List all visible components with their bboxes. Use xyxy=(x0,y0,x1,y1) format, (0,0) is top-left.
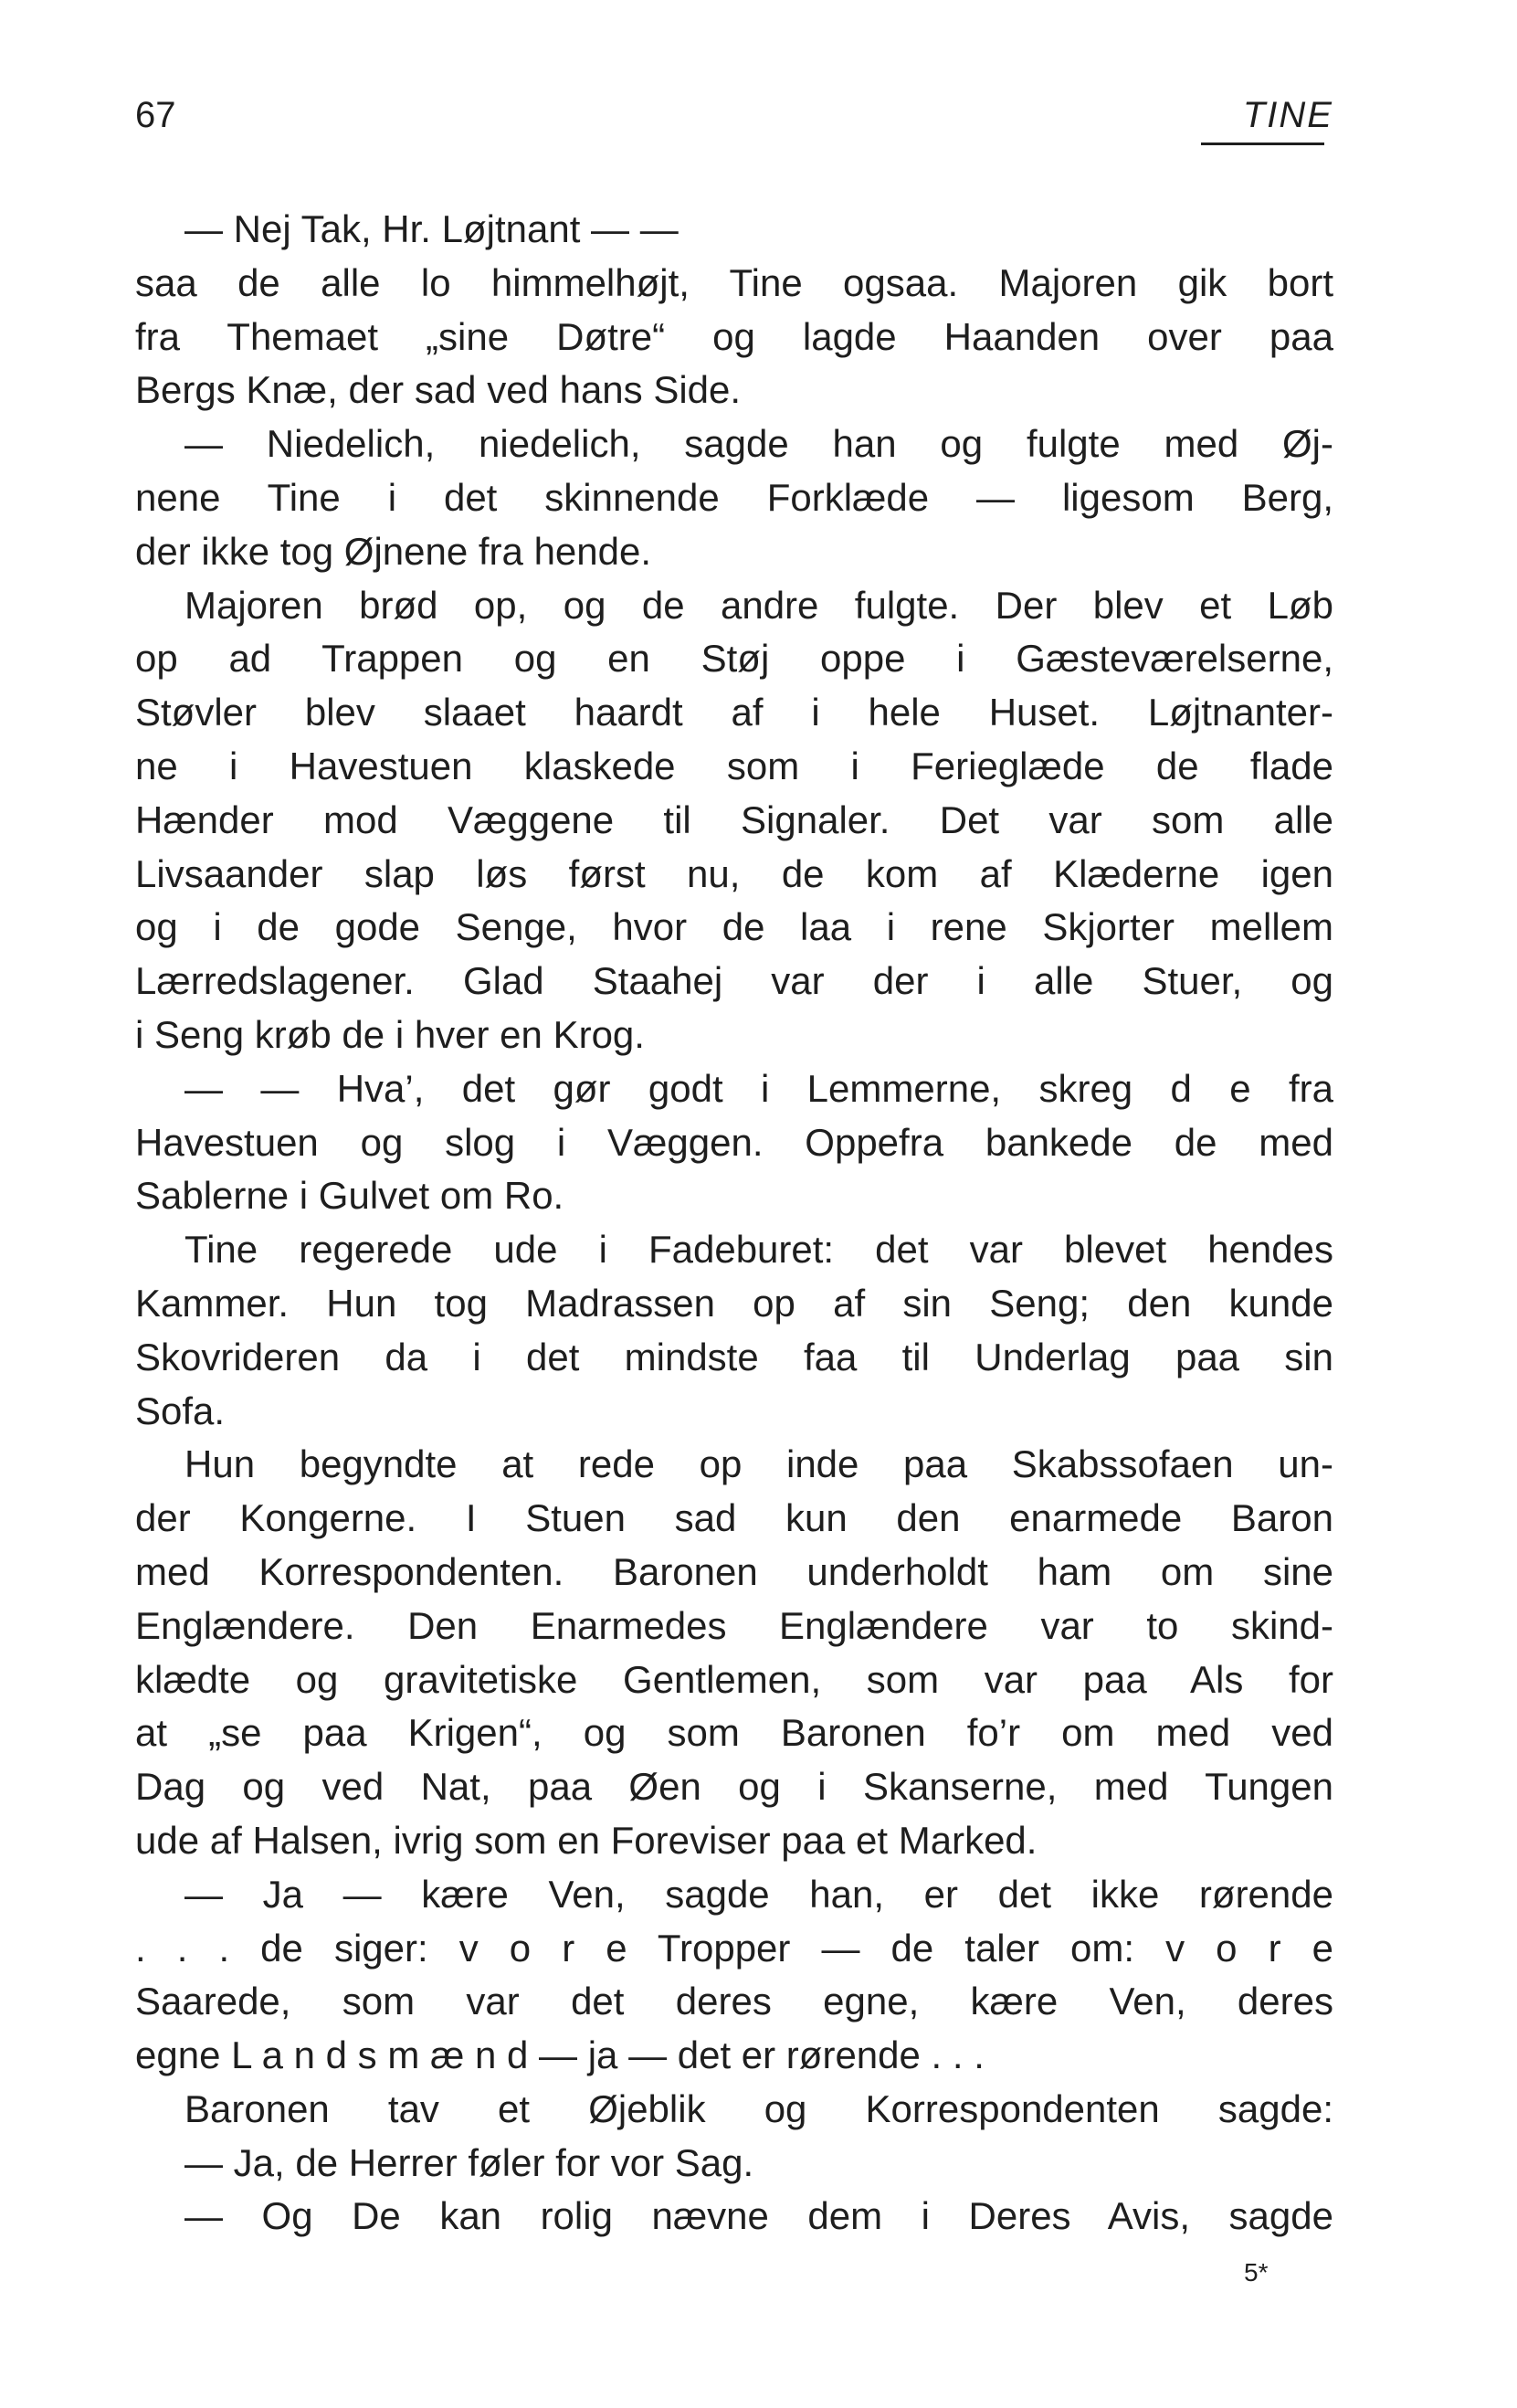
text-line: saa de alle lo himmelhøjt, Tine ogsaa. Majoren gik bort xyxy=(135,260,1333,304)
text-line: i Seng krøb de i hver en Krog. xyxy=(135,1012,645,1056)
text-line: at „se paa Krigen“, og som Baronen fo’r om med ved xyxy=(135,1711,1333,1755)
text-line: Skovrideren da i det mindste faa til Underlag paa sin xyxy=(135,1335,1333,1378)
text-line: Havestuen og slog i Væggen. Oppefra bankede de med xyxy=(135,1120,1333,1164)
text-line: — Ja, de Herrer føler for vor Sag. xyxy=(184,2140,754,2184)
text-line: Dag og ved Nat, paa Øen og i Skanserne, med Tungen xyxy=(135,1765,1333,1809)
text-line: nene Tine i det skinnende Forklæde — ligesom Berg, xyxy=(135,475,1333,519)
page-header xyxy=(135,91,1333,155)
text-line: Sablerne i Gulvet om Ro. xyxy=(135,1174,564,1218)
text-line: op ad Trappen og en Støj oppe i Gæsteværelserne, xyxy=(135,637,1333,681)
text-line: — — Hva’, det gør godt i Lemmerne, skreg d e fra xyxy=(184,1066,1333,1110)
text-line: Lærredslagener. Glad Staahej var der i alle Stuer, og xyxy=(135,959,1333,1003)
text-line: . . . de siger: v o r e Tropper — de taler om: v o r e xyxy=(135,1926,1333,1970)
text-line: der ikke tog Øjnene fra hende. xyxy=(135,529,652,573)
text-line: egne L a n d s m æ n d — ja — det er rørende . . . xyxy=(135,2033,985,2077)
text-line: ude af Halsen, ivrig som en Foreviser paa et Marked. xyxy=(135,1818,1038,1862)
text-line: Kammer. Hun tog Madrassen op af sin Seng; den kunde xyxy=(135,1281,1333,1325)
text-line: og i de gode Senge, hvor de laa i rene Skjorter mellem xyxy=(135,905,1333,949)
text-line: Sofa. xyxy=(135,1389,226,1432)
text-line: Englændere. Den Enarmedes Englændere var to skind- xyxy=(135,1603,1333,1647)
text-line: Støvler blev slaaet haardt af i hele Huset. Løjtnanter- xyxy=(135,691,1333,734)
text-line: Hun begyndte at rede op inde paa Skabssofaen un- xyxy=(184,1442,1333,1486)
text-line: Hænder mod Væggene til Signaler. Det var som alle xyxy=(135,797,1333,841)
text-line: Saarede, som var det deres egne, kære Ven, deres xyxy=(135,1980,1333,2023)
text-line: Bergs Knæ, der sad ved hans Side. xyxy=(135,368,742,412)
text-line: Livsaander slap løs først nu, de kom af Klæderne igen xyxy=(135,851,1333,895)
text-line: fra Themaet „sine Døtre“ og lagde Haanden over paa xyxy=(135,314,1333,358)
text-line: ne i Havestuen klaskede som i Ferieglæde de flade xyxy=(135,744,1333,787)
signature-mark: 5* xyxy=(1244,2258,1269,2287)
running-title: TINE xyxy=(1242,95,1333,135)
text-line: — Nej Tak, Hr. Løjtnant — — xyxy=(184,207,679,250)
text-line: klædte og gravitetiske Gentlemen, som var paa Als for xyxy=(135,1657,1333,1701)
text-line: Majoren brød op, og de andre fulgte. Der blev et Løb xyxy=(184,583,1333,627)
text-line: der Kongerne. I Stuen sad kun den enarmede Baron xyxy=(135,1496,1333,1540)
text-line: med Korrespondenten. Baronen underholdt ham om sine xyxy=(135,1549,1333,1593)
header-rule xyxy=(1201,143,1324,145)
text-line: Tine regerede ude i Fadeburet: det var blevet hendes xyxy=(184,1228,1333,1272)
text-line: — Ja — kære Ven, sagde han, er det ikke rørende xyxy=(184,1872,1333,1916)
body-text xyxy=(135,203,1333,2244)
page-number: 67 xyxy=(135,95,176,135)
text-line: — Niedelich, niedelich, sagde han og fulgte med Øj- xyxy=(184,422,1333,466)
text-line: Baronen tav et Øjeblik og Korrespondenten sagde: xyxy=(184,2086,1333,2130)
text-line: — Og De kan rolig nævne dem i Deres Avis, sagde xyxy=(184,2194,1333,2238)
